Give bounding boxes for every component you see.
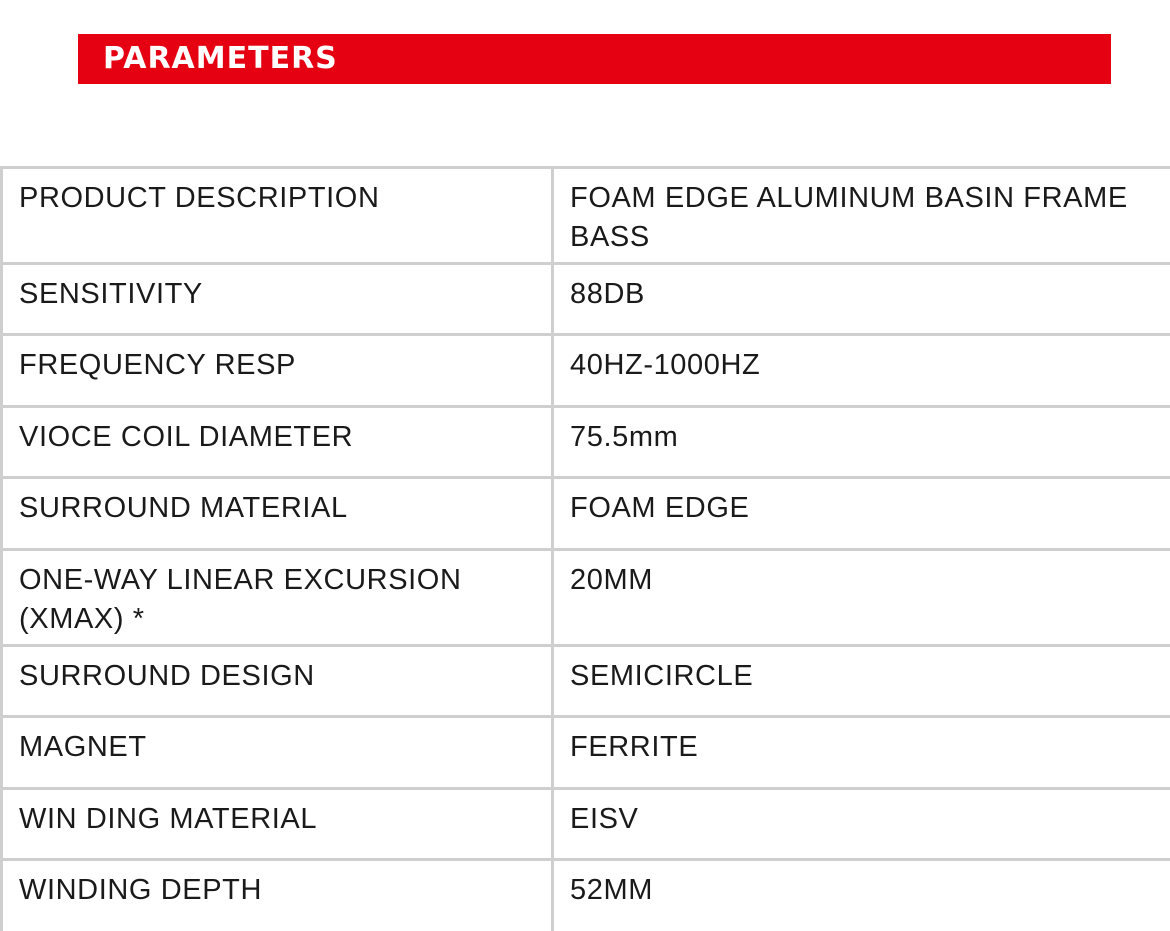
param-value: 20MM [553,550,1170,646]
param-value: SEMICIRCLE [553,646,1170,717]
param-key: MAGNET [2,717,553,789]
param-value: FERRITE [553,717,1170,789]
table-row [2,789,1170,860]
parameters-banner [78,34,1111,84]
param-key: SURROUND MATERIAL [2,478,553,550]
param-key: WINDING DEPTH [2,860,553,931]
parameters-table [0,166,1170,931]
param-value: 52MM [553,860,1170,931]
param-key: FREQUENCY RESP [2,335,553,407]
table-row [2,717,1170,789]
param-value: FOAM EDGE [553,478,1170,550]
param-key: ONE-WAY LINEAR EXCURSION (XMAX) * [2,550,553,646]
param-key: SENSITIVITY [2,264,553,335]
table-row [2,335,1170,407]
table-row [2,550,1170,646]
banner-title: PARAMETERS [103,42,338,76]
param-key: WIN DING MATERIAL [2,789,553,860]
param-value: FOAM EDGE ALUMINUM BASIN FRAME BASS [553,168,1170,264]
table-row [2,478,1170,550]
param-value: 88DB [553,264,1170,335]
param-value: 40HZ-1000HZ [553,335,1170,407]
param-value: 75.5mm [553,407,1170,478]
param-value: EISV [553,789,1170,860]
param-key: VIOCE COIL DIAMETER [2,407,553,478]
param-key: SURROUND DESIGN [2,646,553,717]
table-row [2,168,1170,264]
table-row [2,407,1170,478]
table-row [2,860,1170,931]
table-row [2,264,1170,335]
param-key: PRODUCT DESCRIPTION [2,168,553,264]
table-row [2,646,1170,717]
